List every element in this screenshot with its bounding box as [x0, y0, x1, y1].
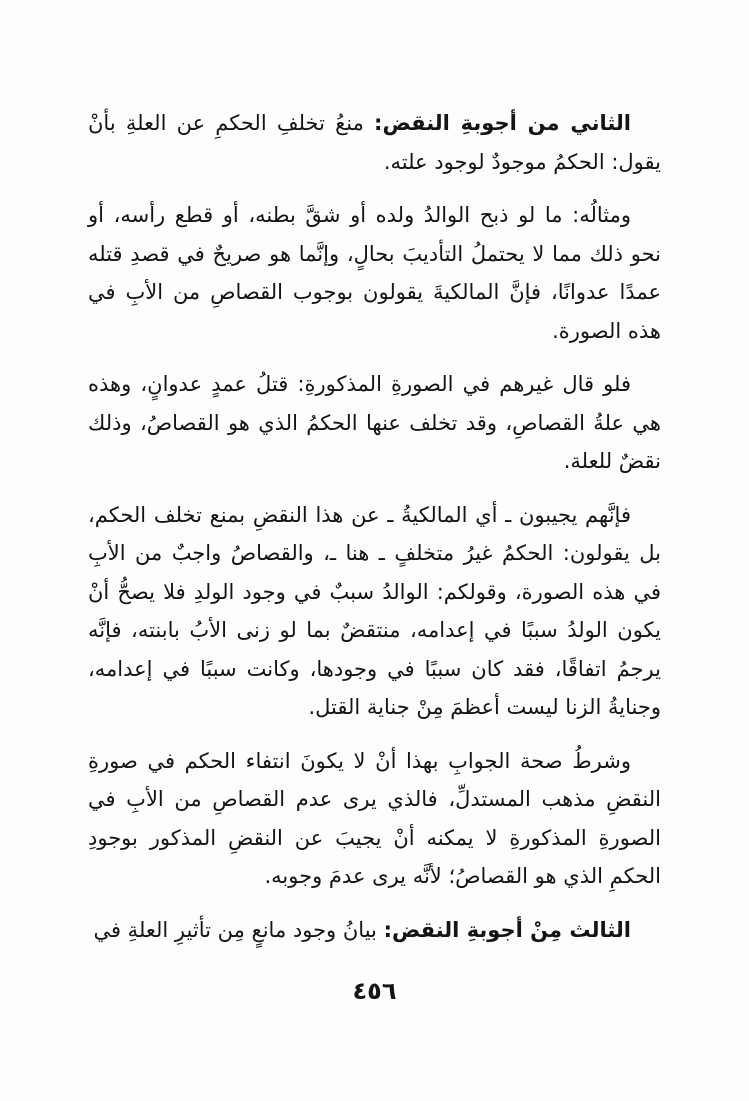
body-text: [88, 104, 661, 949]
paragraph-lead: الثالث مِنْ أجوبةِ النقض:: [383, 917, 631, 942]
paragraph-text: منعُ تخلفِ الحكمِ عن العلةِ بأنْ يقول: الحكمُ موجودٌ لوجود علته.: [88, 111, 661, 174]
paragraph-text: وشرطُ صحة الجوابِ بهذا أنْ لا يكونَ انتفاء الحكم في صورةِ النقضِ مذهب المستدلِّ، فالذي يرى عدم القصاصِ من الأبِ في الصورةِ المذكورةِ لا يمكنه أنْ يجيبَ عن النقضِ المذكور بوجودِ الحكمِ الذي هو القصاصُ؛ لأنَّه يرى عدمَ وجوبه.: [88, 748, 661, 888]
paragraph: [88, 104, 661, 181]
paragraph: [88, 196, 661, 350]
paragraph-text: ومثالُه: ما لو ذبح الوالدُ ولده أو شقَّ بطنه، أو قطع رأسه، أو نحو ذلك مما لا يحتملُ التأديبَ بحالٍ، وإنَّما هو صريحٌ في قصدِ قتله عمدًا عدوانًا، فإنَّ المالكيةَ يقولون بوجوب القصاصِ من الأبِ في هذه الصورة.: [88, 203, 661, 343]
paragraph: [88, 911, 661, 950]
page-number: ٤٥٦: [352, 977, 397, 1005]
paragraph-text: فلو قال غيرهم في الصورةِ المذكورةِ: قتلُ عمدٍ عدوانٍ، وهذه هي علةُ القصاصِ، وقد تخلف عنها الحكمُ الذي هو القصاصُ، وذلك نقضٌ للعلة.: [88, 372, 661, 473]
paragraph: [88, 365, 661, 481]
paragraph: [88, 496, 661, 727]
paragraph-text: بيانُ وجود مانعٍ مِن تأثيرِ العلةِ في: [93, 917, 384, 942]
paragraph-text: فإنَّهم يجيبون ـ أي المالكيةُ ـ عن هذا النقضِ بمنع تخلف الحكم، بل يقولون: الحكمُ غيرُ متخلفٍ ـ هنا ـ، والقصاصُ واجبٌ من الأبِ في هذه الصورة، وقولكم: الوالدُ سببٌ في وجود الولدِ فلا يصحُّ أنْ يكون الولدُ سببًا في إعدامه، منتقضٌ بما لو زنى الأبُ بابنته، فإنَّه يرجمُ اتفاقًا، فقد كان سببًا في وجودها، وكانت سببًا في إعدامه، وجنايةُ الزنا ليست أعظمَ مِنْ جناية القتل.: [88, 502, 661, 719]
paragraph-lead: الثاني من أجوبةِ النقض:: [374, 111, 631, 135]
paragraph: [88, 742, 661, 896]
